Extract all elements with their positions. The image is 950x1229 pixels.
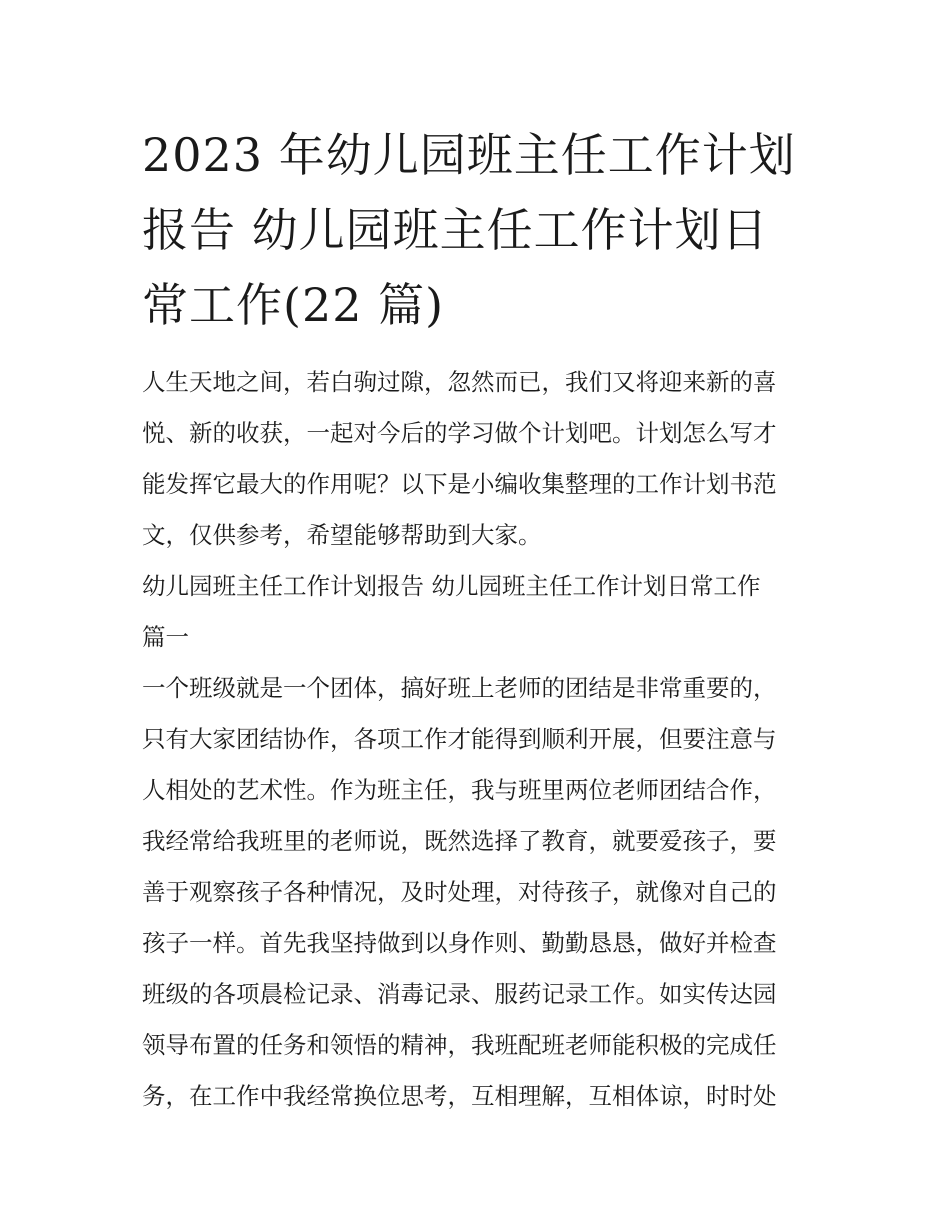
document-title [142, 118, 818, 343]
paragraph-line: 一个班级就是一个团体，搞好班上老师的团结是非常重要的， [142, 674, 777, 702]
paragraph-line: 务，在工作中我经常换位思考，互相理解，互相体谅，时时处 [142, 1082, 777, 1110]
paragraph-line: 我经常给我班里的老师说，既然选择了教育，就要爱孩子，要 [142, 827, 777, 855]
section-heading-line: 幼儿园班主任工作计划报告 幼儿园班主任工作计划日常工作 [142, 572, 761, 600]
body-paragraph [142, 663, 818, 1122]
paragraph-line: 领导布置的任务和领悟的精神，我班配班老师能积极的完成任 [142, 1031, 777, 1059]
title-line-2: 报告 幼儿园班主任工作计划日 [142, 203, 769, 257]
section-heading [142, 561, 818, 663]
paragraph-line: 只有大家团结协作，各项工作才能得到顺利开展，但要注意与 [142, 725, 777, 753]
paragraph-line: 孩子一样。首先我坚持做到以身作则、勤勤恳恳，做好并检查 [142, 929, 777, 957]
intro-line: 能发挥它最大的作用呢？以下是小编收集整理的工作计划书范 [142, 470, 777, 498]
document-page [142, 118, 818, 1122]
title-line-1: 2023 年幼儿园班主任工作计划 [142, 128, 796, 182]
intro-line: 文，仅供参考，希望能够帮助到大家。 [142, 521, 542, 549]
paragraph-line: 善于观察孩子各种情况，及时处理，对待孩子，就像对自己的 [142, 878, 777, 906]
intro-line: 人生天地之间，若白驹过隙，忽然而已，我们又将迎来新的喜 [142, 368, 777, 396]
title-line-3: 常工作(22 篇) [142, 278, 445, 332]
intro-paragraph [142, 357, 818, 561]
section-heading-line: 篇一 [142, 623, 189, 651]
paragraph-line: 人相处的艺术性。作为班主任，我与班里两位老师团结合作， [142, 776, 777, 804]
document-body [142, 357, 818, 1122]
intro-line: 悦、新的收获，一起对今后的学习做个计划吧。计划怎么写才 [142, 419, 777, 447]
paragraph-line: 班级的各项晨检记录、消毒记录、服药记录工作。如实传达园 [142, 980, 777, 1008]
